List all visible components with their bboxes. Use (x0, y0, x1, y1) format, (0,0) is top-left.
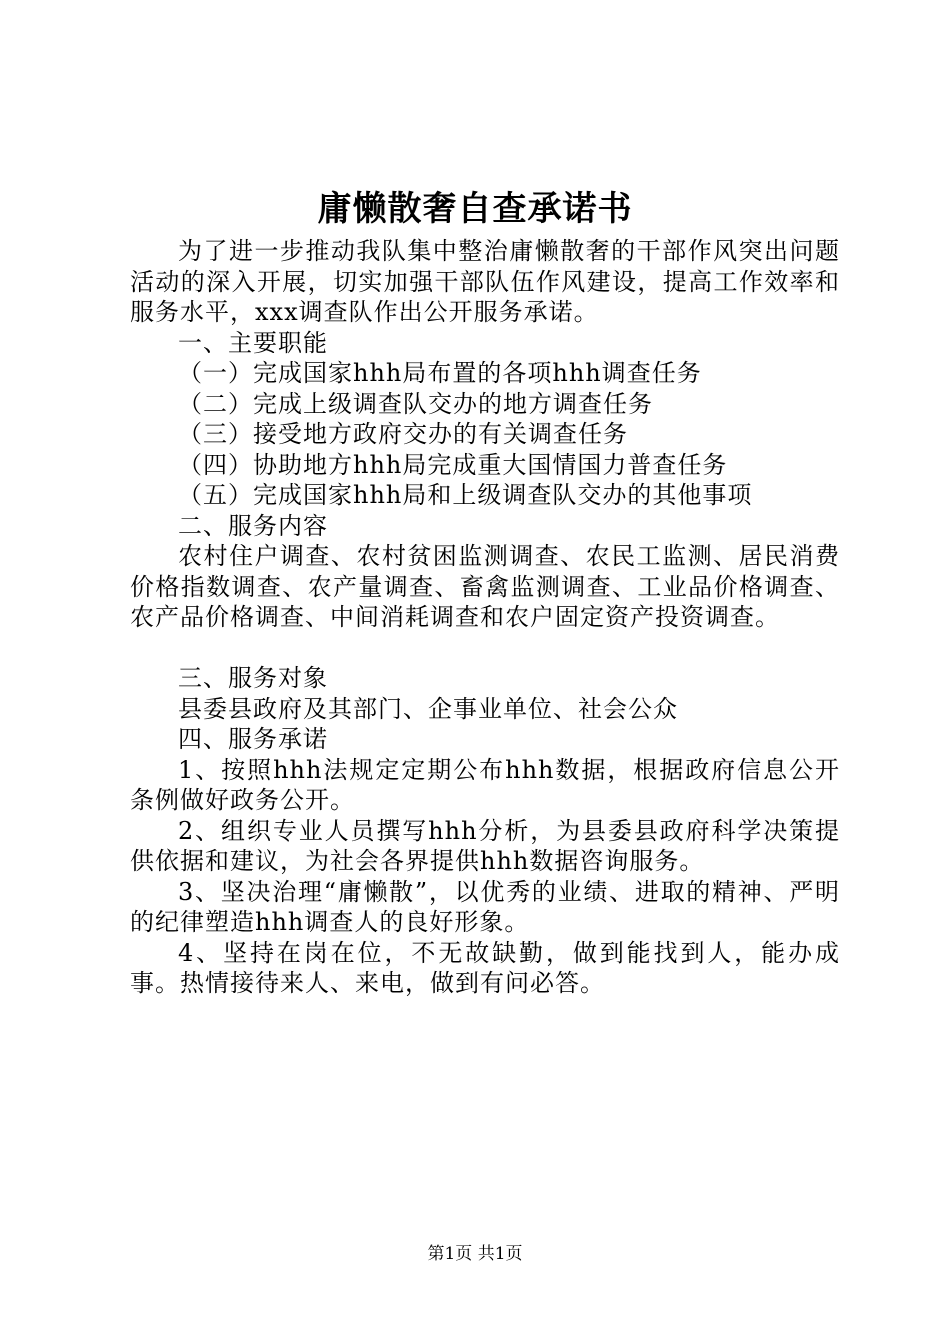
service-content-paragraph: 农村住户调查、农村贫困监测调查、农民工监测、居民消费价格指数调查、农产量调查、畜禽监测调查、工业品价格调查、农产品价格调查、中间消耗调查和农户固定资产投资调查。 (130, 542, 840, 631)
section-heading-service-content: 二、服务内容 (178, 511, 328, 540)
function-item-5: （五）完成国家hhh局和上级调查队交办的其他事项 (178, 481, 753, 509)
section-heading-service-targets: 三、服务对象 (178, 664, 328, 692)
service-targets-paragraph: 县委县政府及其部门、企事业单位、社会公众 (178, 694, 678, 723)
blank-line (130, 633, 840, 664)
section-heading-service-commitments: 四、服务承诺 (178, 725, 328, 753)
commitment-item-4: 4、坚持在岗在位，不无故缺勤，做到能找到人，能办成事。热情接待来人、来电，做到有问必答。 (130, 938, 840, 997)
document-title: 庸懒散奢自查承诺书 (317, 189, 633, 229)
commitment-item-1: 1、按照hhh法规定定期公布hhh数据，根据政府信息公开条例做好政务公开。 (130, 755, 840, 814)
page-footer: 第1页 共1页 (427, 1244, 523, 1264)
commitment-item-2: 2、组织专业人员撰写hhh分析，为县委县政府科学决策提供依据和建议，为社会各界提供hhh数据咨询服务。 (130, 816, 840, 875)
function-item-3: （三）接受地方政府交办的有关调查任务 (178, 420, 628, 448)
function-item-1: （一）完成国家hhh局布置的各项hhh调查任务 (178, 359, 702, 387)
section-heading-main-functions: 一、主要职能 (178, 328, 328, 357)
intro-paragraph: 为了进一步推动我队集中整治庸懒散奢的干部作风突出问题活动的深入开展，切实加强干部队伍作风建设，提高工作效率和服务水平，xxx调查队作出公开服务承诺。 (130, 237, 840, 326)
document-body (130, 236, 840, 999)
function-item-2: （二）完成上级调查队交办的地方调查任务 (178, 389, 653, 418)
function-item-4: （四）协助地方hhh局完成重大国情国力普查任务 (178, 450, 728, 479)
commitment-item-3: 3、坚决治理“庸懒散”，以优秀的业绩、进取的精神、严明的纪律塑造hhh调查人的良好形象。 (130, 877, 840, 936)
